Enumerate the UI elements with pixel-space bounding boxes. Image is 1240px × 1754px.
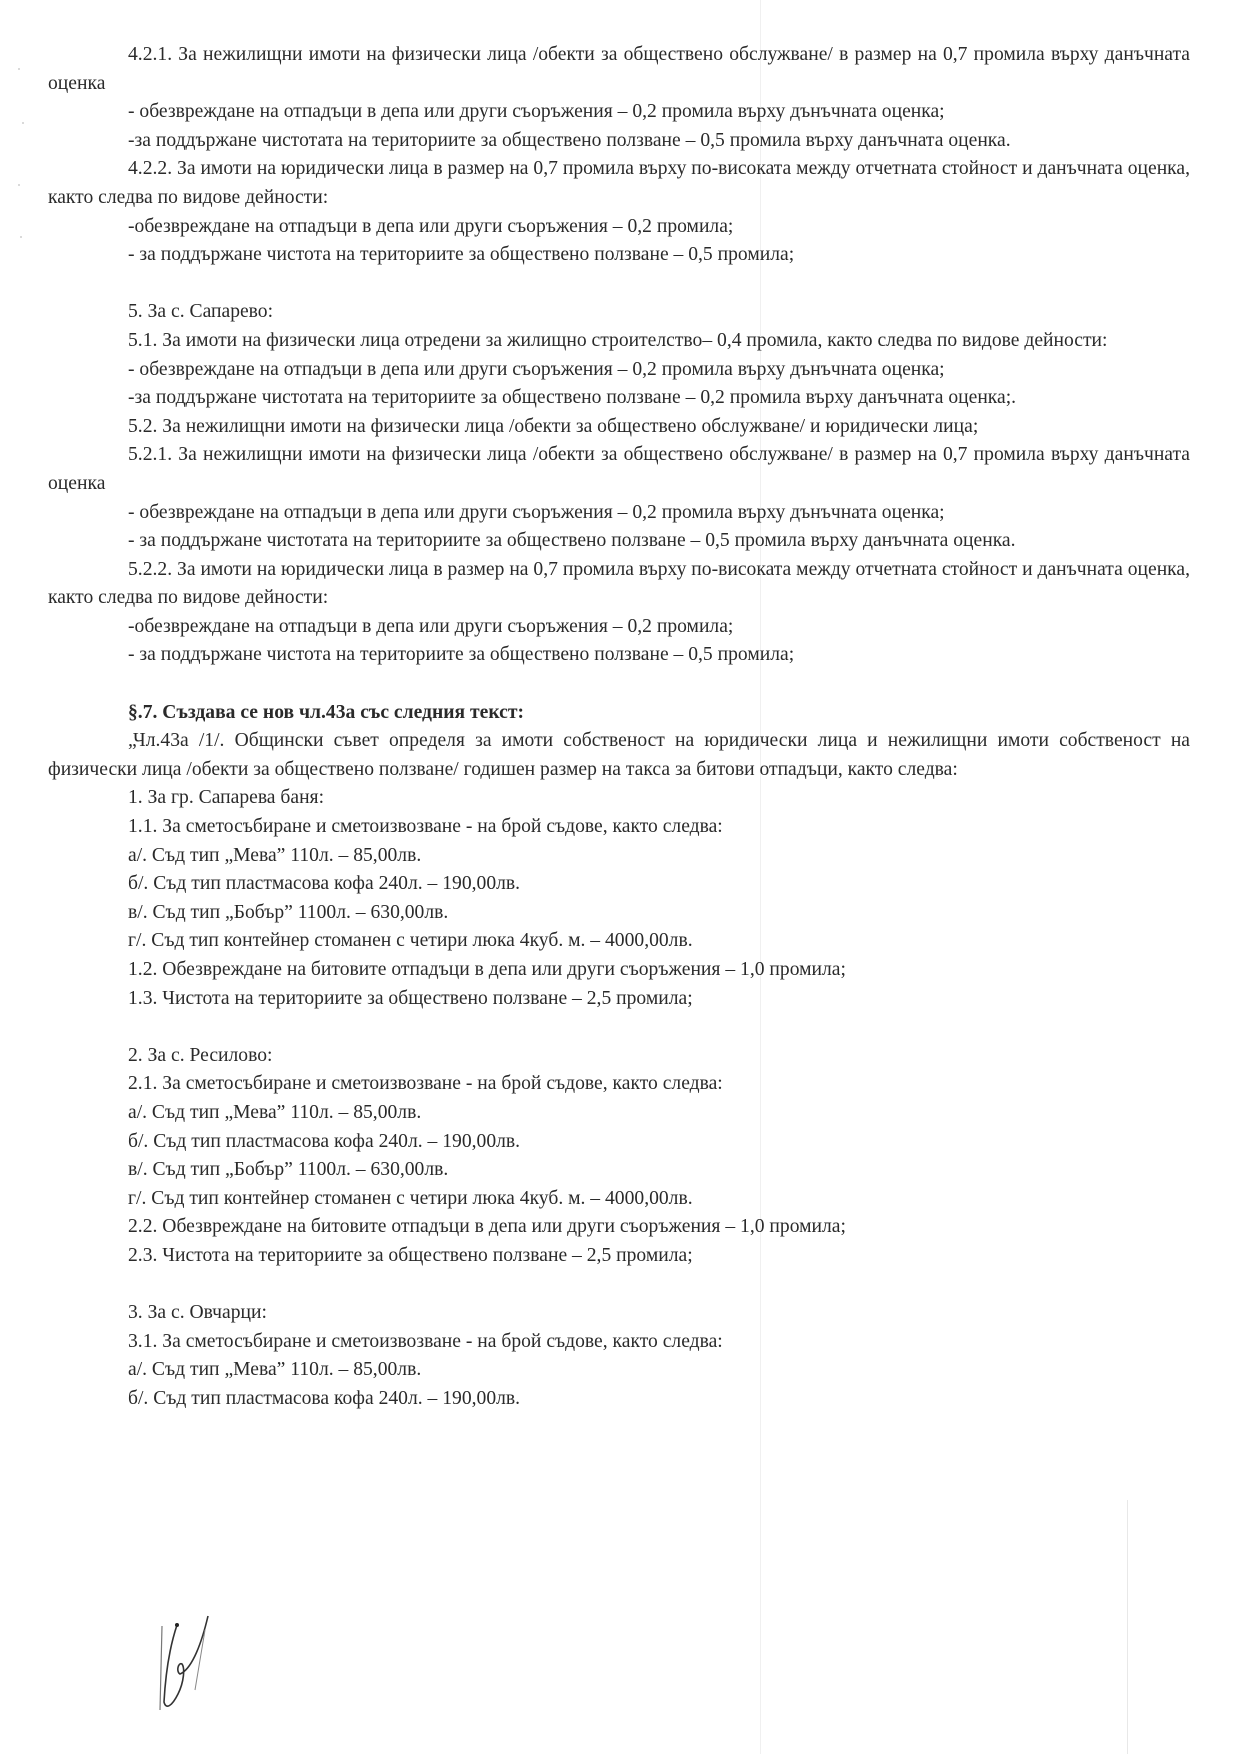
section-heading: §.7. Създава се нов чл.43а със следния текст: [128, 701, 525, 723]
blank-line [48, 670, 1190, 699]
paragraph: 5.1. За имоти на физически лица отредени за жилищно строителство– 0,4 промила, както следва по видове дейности: [128, 329, 1108, 351]
paragraph: 5.2.1. За нежилищни имоти на физически лица /обекти за обществено обслужване/ в размер на 0,7 промила върху данъчната оценка [48, 444, 1190, 494]
paragraph: 2.2. Обезвреждане на битовите отпадъци в депа или други съоръжения – 1,0 промила; [128, 1216, 846, 1238]
blank-line [48, 1271, 1190, 1300]
paragraph: „Чл.43а /1/. Общински съвет определя за имоти собственост на юридически лица и нежилищни имоти собственост на физически лица /обекти за обществено ползване/ годишен размер на такса за битови отпадъци, както следва: [48, 730, 1190, 780]
scan-speck [18, 184, 20, 186]
scan-speck [20, 236, 22, 238]
paragraph: -обезвреждане на отпадъци в депа или други съоръжения – 0,2 промила; [128, 215, 734, 237]
paragraph: - обезвреждане на отпадъци в депа или други съоръжения – 0,2 промила върху дънъчната оценка; [128, 358, 945, 380]
paragraph: 5.2. За нежилищни имоти на физически лица /обекти за обществено обслужване/ и юридически лица; [128, 415, 979, 437]
paragraph: - обезвреждане на отпадъци в депа или други съоръжения – 0,2 промила върху дънъчната оценка; [128, 501, 945, 523]
paragraph: - за поддържане чистота на териториите за обществено ползване – 0,5 промила; [128, 244, 795, 266]
paragraph: г/. Съд тип контейнер стоманен с четири люка 4куб. м. – 4000,00лв. [128, 930, 693, 952]
paragraph: -обезвреждане на отпадъци в депа или други съоръжения – 0,2 промила; [128, 615, 734, 637]
scan-speck [22, 122, 24, 124]
paragraph: 1.2. Обезвреждане на битовите отпадъци в депа или други съоръжения – 1,0 промила; [128, 959, 846, 980]
paragraph: а/. Съд тип „Мева” 110л. – 85,00лв. [128, 1101, 422, 1123]
signature-initials [150, 1610, 250, 1720]
paragraph: 2.1. За сметосъбиране и сметоизвозване - на брой съдове, както следва: [128, 1073, 723, 1095]
paragraph: - обезвреждане на отпадъци в депа или други съоръжения – 0,2 промила върху дънъчната оценка; [128, 101, 945, 123]
paragraph: -за поддържане чистотата на териториите за обществено ползване – 0,5 промила върху данъчната оценка. [128, 129, 1011, 151]
paragraph: в/. Съд тип „Бобър” 1100л. – 630,00лв. [128, 901, 449, 923]
document-body [48, 41, 1190, 1414]
paragraph: 4.2.2. За имоти на юридически лица в размер на 0,7 промила върху по-високата между отчетната стойност и данъчната оценка, както следва по видове дейности: [48, 158, 1190, 208]
paragraph: а/. Съд тип „Мева” 110л. – 85,00лв. [128, 1359, 422, 1381]
paragraph: 2.3. Чистота на териториите за обществено ползване – 2,5 промила; [128, 1244, 693, 1266]
paragraph: г/. Съд тип контейнер стоманен с четири люка 4куб. м. – 4000,00лв. [128, 1187, 693, 1209]
paragraph: -за поддържане чистотата на териториите за обществено ползване – 0,2 промила върху данъчната оценка;. [128, 387, 1017, 409]
paragraph: 4.2.1. За нежилищни имоти на физически лица /обекти за обществено обслужване/ в размер на 0,7 промила върху данъчната оценка [48, 44, 1190, 94]
scan-speck [18, 68, 20, 70]
paragraph: 1.1. За сметосъбиране и сметоизвозване - на брой съдове, както следва: [128, 816, 723, 838]
paragraph: - за поддържане чистотата на териториите за обществено ползване – 0,5 промила върху данъчната оценка. [128, 530, 1016, 552]
paragraph: 1.3. Чистота на териториите за обществено ползване – 2,5 промила; [128, 987, 693, 1009]
paragraph: 5. За с. Сапарево: [128, 301, 274, 323]
paragraph: б/. Съд тип пластмасова кофа 240л. – 190,00лв. [128, 1130, 521, 1152]
paragraph: 3. За с. Овчарци: [128, 1302, 267, 1324]
paragraph: 2. За с. Ресилово: [128, 1044, 273, 1066]
paragraph: в/. Съд тип „Бобър” 1100л. – 630,00лв. [128, 1159, 449, 1181]
paragraph: - за поддържане чистота на териториите за обществено ползване – 0,5 промила; [128, 644, 795, 666]
scan-edge-line [1127, 1500, 1128, 1754]
paragraph: 5.2.2. За имоти на юридически лица в размер на 0,7 промила върху по-високата между отчетната стойност и данъчната оценка, както следва по видове дейности: [48, 558, 1190, 609]
paragraph: б/. Съд тип пластмасова кофа 240л. – 190,00лв. [128, 873, 521, 895]
paragraph: 1. За гр. Сапарева баня: [128, 787, 325, 809]
paragraph: а/. Съд тип „Мева” 110л. – 85,00лв. [128, 844, 422, 866]
blank-line [48, 270, 1190, 299]
blank-line [48, 1013, 1190, 1042]
paragraph: б/. Съд тип пластмасова кофа 240л. – 190,00лв. [128, 1387, 521, 1409]
paragraph: 3.1. За сметосъбиране и сметоизвозване - на брой съдове, както следва: [128, 1330, 723, 1352]
